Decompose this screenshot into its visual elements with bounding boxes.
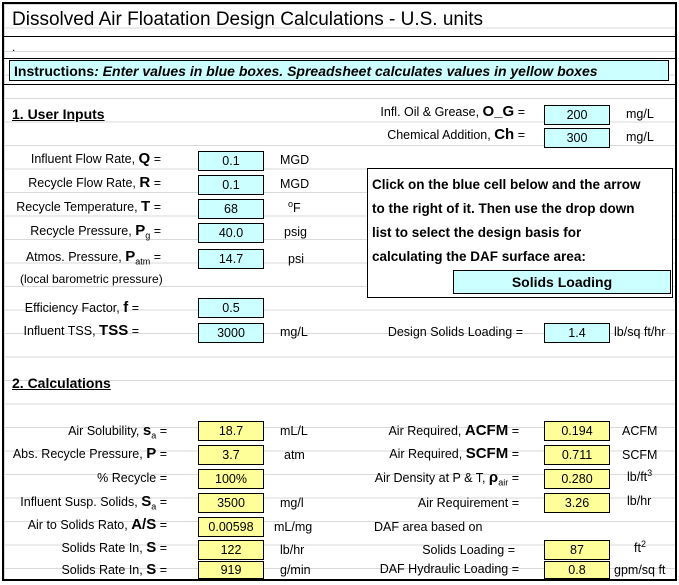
daf-solids-loading-unit: $ft^2$	[634, 539, 646, 556]
influent-susp-solids-unit: mg/l	[280, 496, 304, 510]
air-solubility-label: Air Solubility, $s_a$ =	[68, 422, 167, 441]
air-required-acfm-label: Air Required, ACFM =	[388, 422, 519, 439]
solids-rate-lbhr-unit: lb/hr	[280, 543, 305, 557]
daf-area-note: DAF area based on	[374, 520, 483, 534]
spreadsheet	[2, 2, 677, 581]
influent-tss-input[interactable]: 3000	[198, 323, 264, 343]
air-solubility-unit: mL/L	[280, 424, 308, 438]
daf-solids-loading-label: Solids Loading =	[422, 543, 515, 557]
abs-recycle-pressure-value: 3.7	[198, 445, 264, 465]
influent-susp-solids-value: 3500	[198, 493, 264, 513]
influent-flow-input[interactable]: 0.1	[198, 151, 264, 171]
percent-recycle-label: % Recycle =	[97, 471, 167, 485]
recycle-pressure-unit: psig	[284, 225, 307, 239]
recycle-flow-input[interactable]: 0.1	[198, 175, 264, 195]
recycle-pressure-label: Recycle Pressure, $P_g$ =	[30, 222, 161, 241]
air-required-scfm-label: Air Required, SCFM =	[389, 445, 519, 462]
recycle-temperature-input[interactable]: 68	[198, 199, 264, 219]
divider	[4, 84, 675, 85]
air-density-value: 0.280	[544, 469, 610, 489]
chemical-addition-label: Chemical Addition, Ch =	[387, 126, 525, 143]
abs-recycle-pressure-unit: atm	[284, 448, 305, 462]
oil-grease-input[interactable]: 200	[544, 105, 610, 125]
solids-rate-gmin-label: Solids Rate In, S =	[61, 561, 167, 578]
air-to-solids-value: 0.00598	[198, 517, 264, 537]
solids-rate-lbhr-label: Solids Rate In, S =	[61, 539, 167, 556]
recycle-pressure-input[interactable]: 40.0	[198, 223, 264, 243]
influent-tss-label: Influent TSS, TSS =	[23, 322, 139, 339]
instructions-text: : Enter values in blue boxes. Spreadsheet calculates values in yellow boxes	[94, 63, 598, 79]
influent-flow-unit: MGD	[280, 153, 310, 167]
air-to-solids-unit: mL/mg	[274, 520, 313, 534]
solids-rate-gmin-value: 919	[198, 561, 264, 579]
daf-hydraulic-loading-unit: gpm/sq ft	[614, 563, 666, 577]
recycle-flow-unit: MGD	[280, 177, 310, 191]
solids-rate-lbhr-value: 122	[198, 540, 264, 560]
chemical-addition-input[interactable]: 300	[544, 128, 610, 148]
divider	[4, 58, 675, 59]
barometric-note: (local barometric pressure)	[20, 272, 163, 286]
air-required-acfm-unit: ACFM	[622, 424, 658, 438]
air-to-solids-label: Air to Solids Rato, A/S =	[27, 516, 167, 533]
recycle-temperature-unit: $^o$F	[288, 199, 301, 216]
air-density-unit: $lb/ft^3$	[627, 468, 653, 485]
recycle-temperature-label: Recycle Temperature, T =	[16, 198, 161, 215]
instructions-bar	[9, 60, 669, 81]
design-basis-select[interactable]: Solids Loading	[453, 270, 671, 294]
air-required-scfm-value: 0.711	[544, 445, 610, 465]
abs-recycle-pressure-label: Abs. Recycle Pressure, P =	[12, 445, 167, 462]
atmos-pressure-input[interactable]: 14.7	[198, 249, 264, 269]
atmos-pressure-label: Atmos. Pressure, $P_{atm}$ =	[25, 248, 161, 267]
design-solids-loading-unit: lb/sq ft/hr	[614, 325, 666, 339]
oil-grease-unit: mg/L	[626, 107, 654, 121]
efficiency-factor-input[interactable]: 0.5	[198, 298, 264, 318]
air-requirement-unit: lb/hr	[627, 494, 652, 508]
design-solids-loading-label: Design Solids Loading =	[387, 325, 523, 339]
dot-mark: .	[12, 40, 16, 54]
air-solubility-value: 18.7	[198, 421, 264, 441]
section-user-inputs: 1. User Inputs	[12, 106, 105, 122]
percent-recycle-value: 100%	[198, 469, 264, 489]
design-solids-loading-input[interactable]: 1.4	[544, 323, 610, 343]
section-calculations: 2. Calculations	[12, 375, 111, 391]
efficiency-factor-label: Efficiency Factor, f =	[24, 299, 139, 316]
daf-solids-loading-value: 87	[544, 540, 610, 560]
atmos-pressure-unit: psi	[288, 252, 304, 266]
influent-tss-unit: mg/L	[280, 325, 308, 339]
air-requirement-label: Air Requirement =	[417, 496, 519, 510]
design-basis-instructions: Click on the blue cell below and the arrow to the right of it. Then use the drop down list to select the design basis for calculating the DAF surface area:	[372, 177, 641, 264]
oil-grease-label: Infl. Oil & Grease, O_G =	[380, 103, 525, 120]
air-required-scfm-unit: SCFM	[622, 448, 658, 462]
air-required-acfm-value: 0.194	[544, 421, 610, 441]
daf-hydraulic-loading-label: DAF Hydraulic Loading =	[379, 562, 519, 576]
sheet-title: Dissolved Air Floatation Design Calculations - U.S. units	[12, 9, 483, 30]
daf-hydraulic-loading-value: 0.8	[544, 561, 610, 579]
chemical-addition-unit: mg/L	[626, 130, 654, 144]
recycle-flow-label: Recycle Flow Rate, R =	[28, 174, 161, 191]
solids-rate-gmin-unit: g/min	[280, 563, 311, 577]
influent-susp-solids-label: Influent Susp. Solids, $S_a$ =	[20, 493, 167, 512]
instructions-lead: Instructions	[14, 63, 95, 79]
air-density-label: Air Density at P & T, $\rho_{air}$ =	[374, 469, 519, 488]
divider	[4, 36, 675, 37]
influent-flow-label: Influent Flow Rate, Q =	[30, 150, 161, 167]
air-requirement-value: 3.26	[544, 493, 610, 513]
